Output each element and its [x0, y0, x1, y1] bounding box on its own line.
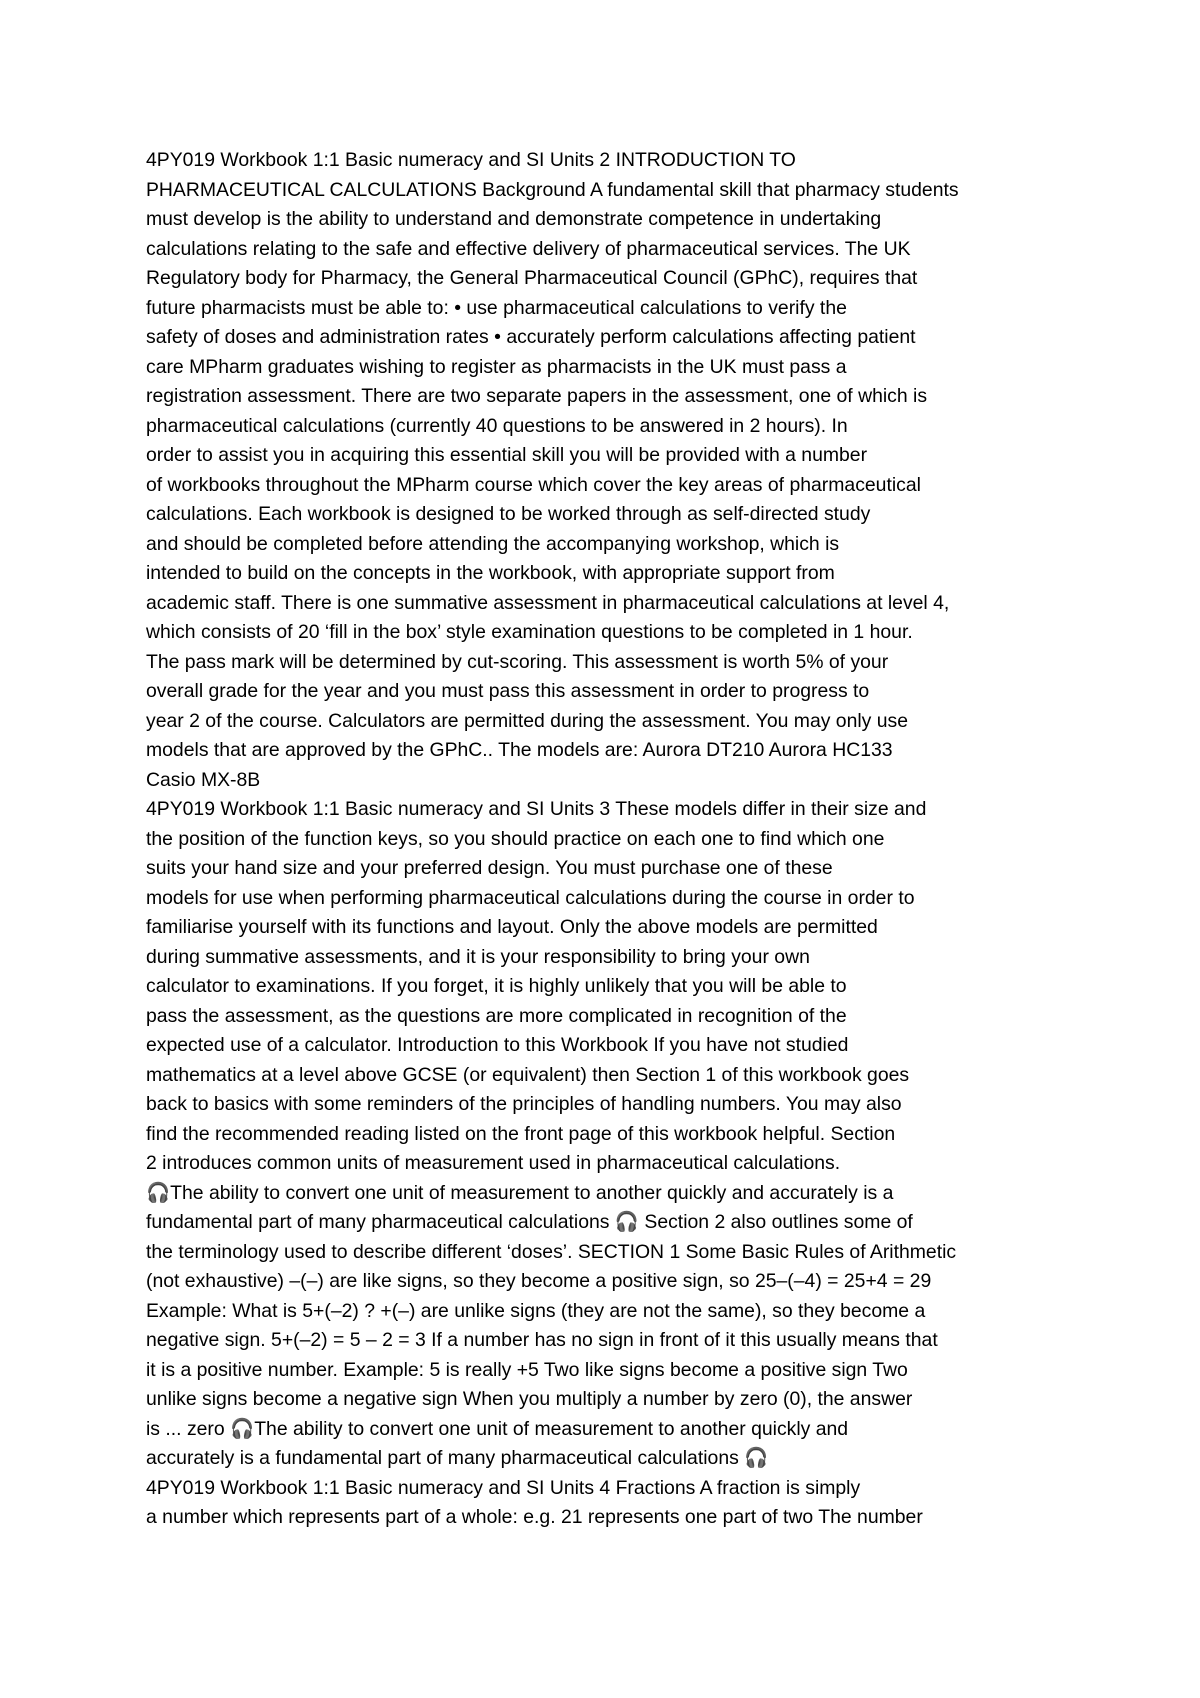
text-line: it is a positive number. Example: 5 is really +5 Two like signs become a positive sign Two — [146, 1358, 908, 1381]
document-page — [146, 146, 1064, 1533]
text-line: calculations. Each workbook is designed to be worked through as self-directed study — [146, 503, 871, 525]
text-line: 4PY019 Workbook 1:1 Basic numeracy and SI Units 4 Fractions A fraction is simply — [146, 1476, 861, 1499]
text-line: overall grade for the year and you must pass this assessment in order to progress to — [146, 680, 870, 702]
text-line: 4PY019 Workbook 1:1 Basic numeracy and SI Units 2 INTRODUCTION TO — [146, 149, 796, 171]
text-line: 🎧The ability to convert one unit of measurement to another quickly and accurately is a — [146, 1181, 894, 1204]
text-line: of workbooks throughout the MPharm course which cover the key areas of pharmaceutical — [146, 473, 921, 496]
text-line: future pharmacists must be able to: • use pharmaceutical calculations to verify the — [146, 296, 847, 319]
text-line: mathematics at a level above GCSE (or equivalent) then Section 1 of this workbook goes — [146, 1063, 910, 1086]
text-line: suits your hand size and your preferred design. You must purchase one of these — [146, 857, 833, 879]
text-line: order to assist you in acquiring this essential skill you will be provided with a number — [146, 444, 868, 466]
text-line: models that are approved by the GPhC.. The models are: Aurora DT210 Aurora HC133 — [146, 739, 893, 761]
text-line: during summative assessments, and it is your responsibility to bring your own — [146, 945, 810, 968]
text-line: and should be completed before attending the accompanying workshop, which is — [146, 532, 840, 555]
text-line: which consists of 20 ‘fill in the box’ style examination questions to be completed in 1 hour. — [146, 621, 913, 643]
text-line: pass the assessment, as the questions are more complicated in recognition of the — [146, 1004, 847, 1027]
text-line: negative sign. 5+(–2) = 5 – 2 = 3 If a number has no sign in front of it this usually means that — [146, 1329, 938, 1351]
text-line: 4PY019 Workbook 1:1 Basic numeracy and SI Units 3 These models differ in their size and — [146, 798, 927, 820]
text-line: is ... zero 🎧The ability to convert one unit of measurement to another quickly and — [146, 1417, 849, 1440]
text-line: calculations relating to the safe and effective delivery of pharmaceutical services. The UK — [146, 237, 911, 260]
text-line: unlike signs become a negative sign When you multiply a number by zero (0), the answer — [146, 1388, 913, 1410]
text-line: familiarise yourself with its functions and layout. Only the above models are permitted — [146, 916, 878, 938]
text-line: pharmaceutical calculations (currently 40 questions to be answered in 2 hours). In — [146, 414, 848, 437]
text-line: care MPharm graduates wishing to register as pharmacists in the UK must pass a — [146, 355, 847, 378]
text-line: academic staff. There is one summative assessment in pharmaceutical calculations at level 4, — [146, 591, 950, 614]
text-line: The pass mark will be determined by cut-scoring. This assessment is worth 5% of your — [146, 650, 889, 673]
text-line: intended to build on the concepts in the workbook, with appropriate support from — [146, 562, 835, 584]
text-line: calculator to examinations. If you forget, it is highly unlikely that you will be able to — [146, 975, 847, 997]
text-line: the terminology used to describe different ‘doses’. SECTION 1 Some Basic Rules of Arithmetic — [146, 1240, 957, 1263]
text-line: 2 introduces common units of measurement used in pharmaceutical calculations. — [146, 1152, 841, 1174]
text-line: (not exhaustive) –(–) are like signs, so they become a positive sign, so 25–(–4) = 25+4 = 29 — [146, 1270, 932, 1292]
text-line: registration assessment. There are two separate papers in the assessment, one of which is — [146, 385, 928, 407]
text-line: year 2 of the course. Calculators are permitted during the assessment. You may only use — [146, 709, 909, 732]
text-line: must develop is the ability to understand and demonstrate competence in undertaking — [146, 208, 882, 230]
text-line: the position of the function keys, so you should practice on each one to find which one — [146, 827, 885, 850]
text-line: a number which represents part of a whole: e.g. 21 represents one part of two The number — [146, 1506, 923, 1528]
text-line: back to basics with some reminders of the principles of handling numbers. You may also — [146, 1093, 902, 1115]
text-line: expected use of a calculator. Introduction to this Workbook If you have not studied — [146, 1034, 849, 1056]
text-line: fundamental part of many pharmaceutical calculations 🎧 Section 2 also outlines some of — [146, 1211, 913, 1233]
text-line: Regulatory body for Pharmacy, the General Pharmaceutical Council (GPhC), requires that — [146, 267, 918, 289]
text-line: safety of doses and administration rates • accurately perform calculations affecting patient — [146, 326, 916, 348]
text-line: accurately is a fundamental part of many pharmaceutical calculations 🎧 — [146, 1447, 769, 1469]
text-line: PHARMACEUTICAL CALCULATIONS Background A fundamental skill that pharmacy students — [146, 178, 959, 201]
text-line: Example: What is 5+(–2) ? +(–) are unlike signs (they are not the same), so they become a — [146, 1299, 926, 1322]
text-line: find the recommended reading listed on the front page of this workbook helpful. Section — [146, 1122, 896, 1145]
text-line: Casio MX-8B — [146, 768, 261, 791]
text-line: models for use when performing pharmaceutical calculations during the course in order to — [146, 886, 915, 909]
